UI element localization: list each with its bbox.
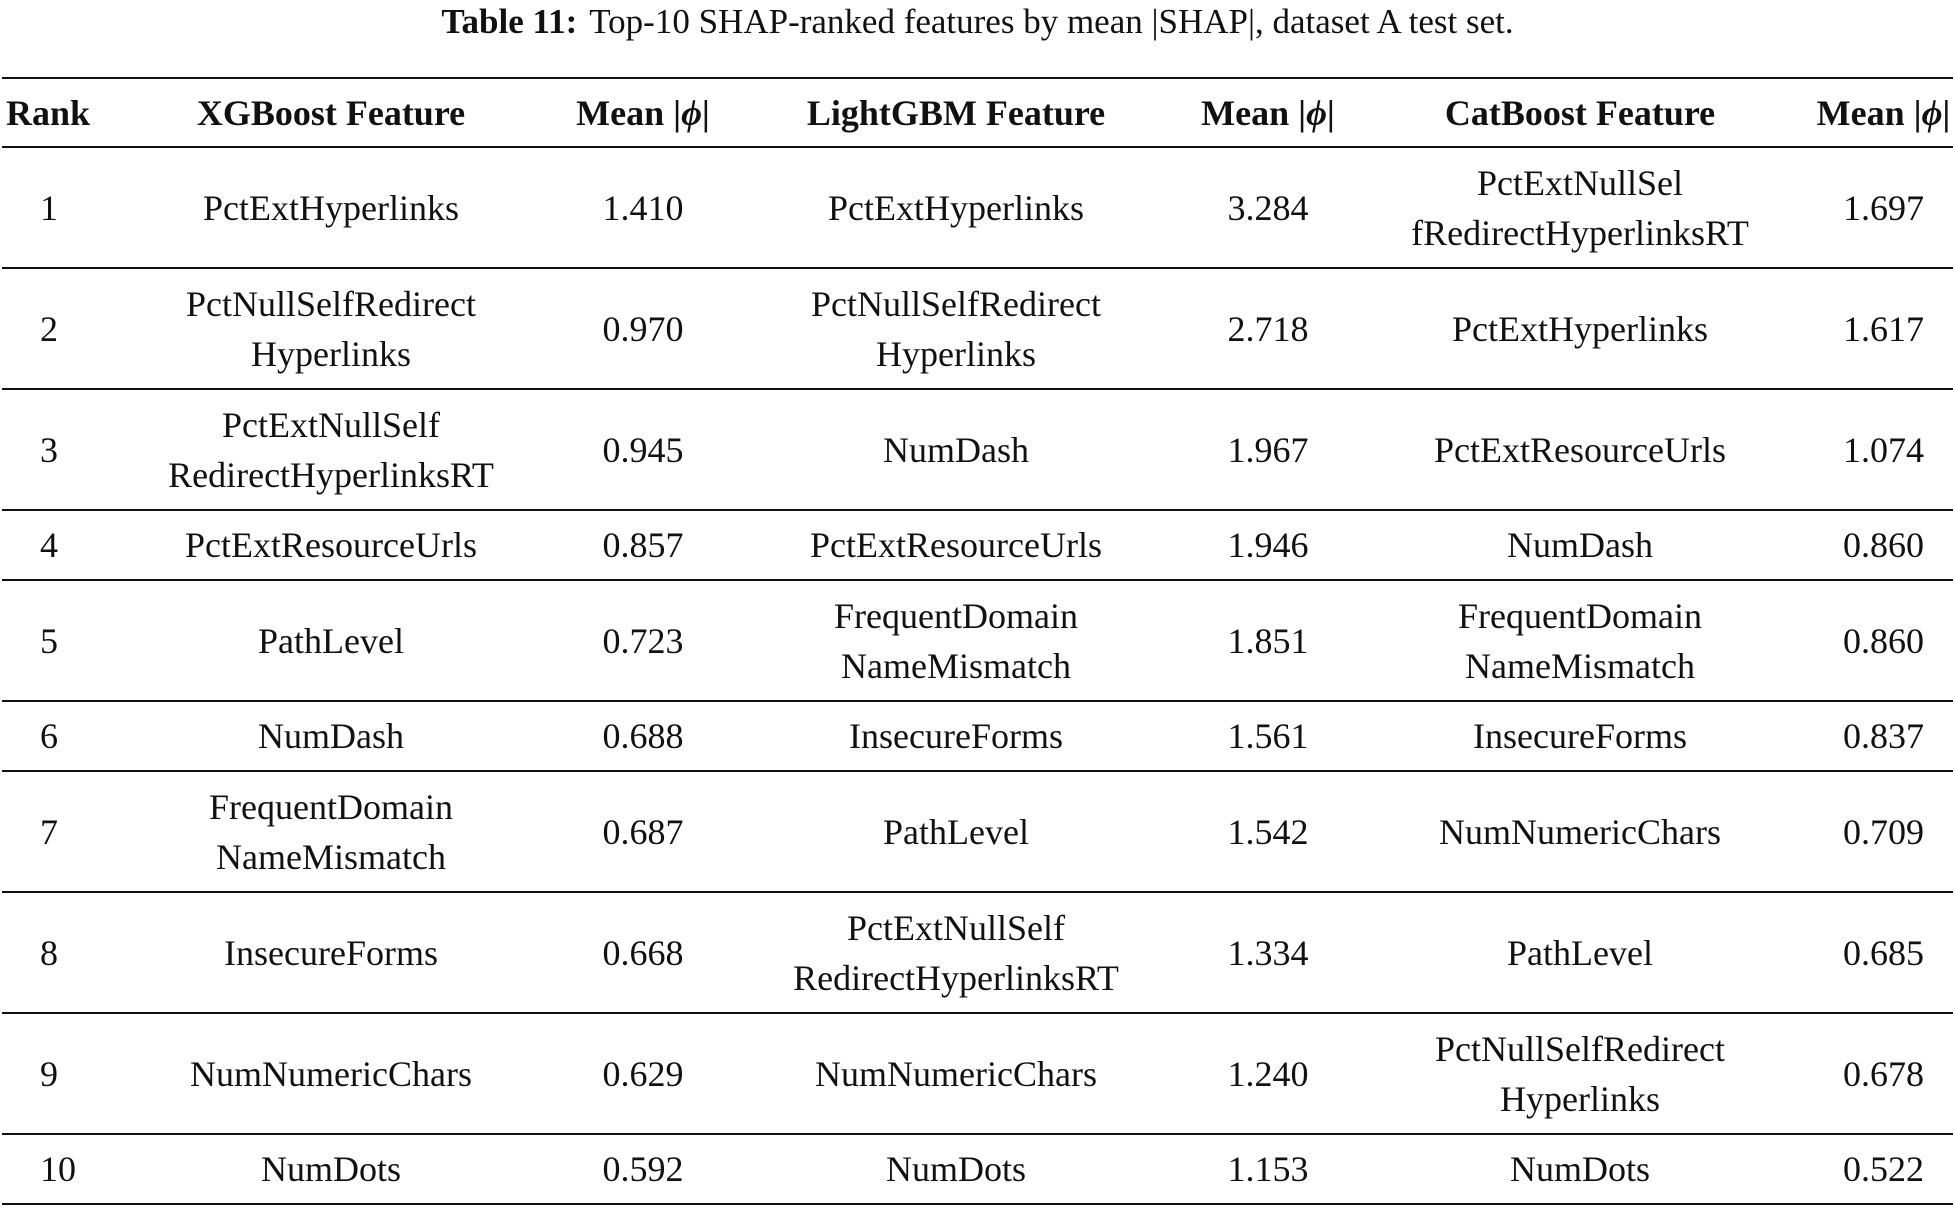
header-xgboost-feature: XGBoost Feature <box>196 92 466 133</box>
feature-name-line: PctNullSelfRedirect <box>186 283 476 324</box>
xgboost-feature-cell <box>98 389 564 510</box>
lightgbm-feature-cell <box>722 701 1190 771</box>
xgboost-feature-cell <box>98 510 564 580</box>
xgboost-feature-cell <box>98 1013 564 1134</box>
feature-name-line: PctExtNullSelf <box>222 404 440 445</box>
table-row <box>2 892 1953 1013</box>
feature-name-line: NumDots <box>885 1149 1026 1189</box>
table-caption <box>2 0 1953 44</box>
lightgbm-mean-cell: 1.967 <box>1227 429 1309 470</box>
feature-name-line: PctExtHyperlinks <box>828 187 1084 228</box>
feature-name-line: RedirectHyperlinksRT <box>793 957 1119 998</box>
catboost-feature-cell <box>1346 1134 1814 1204</box>
lightgbm-feature-cell <box>722 510 1190 580</box>
xgboost-mean-cell: 0.857 <box>602 525 684 565</box>
catboost-mean-cell: 0.860 <box>1843 525 1924 565</box>
catboost-feature-cell <box>1346 510 1814 580</box>
feature-name-line: PctExtNullSelf <box>847 907 1065 948</box>
xgboost-mean-cell: 0.668 <box>602 932 684 973</box>
feature-name-line: PathLevel <box>258 620 404 661</box>
xgboost-mean-cell: 1.410 <box>602 187 684 228</box>
catboost-mean-cell: 0.837 <box>1843 716 1924 756</box>
catboost-feature-cell <box>1346 892 1814 1013</box>
header-rank: Rank <box>6 92 91 133</box>
rank-cell: 3 <box>40 429 58 470</box>
catboost-feature-cell <box>1346 1013 1814 1134</box>
feature-name-line: PctExtNullSel <box>1477 162 1683 203</box>
lightgbm-feature-cell <box>722 892 1190 1013</box>
header-catboost-mean: Mean |ϕ| <box>1816 92 1951 133</box>
lightgbm-feature-cell <box>722 1134 1190 1204</box>
feature-name-line: PctExtResourceUrls <box>810 525 1102 565</box>
feature-name-line: InsecureForms <box>1473 716 1687 756</box>
lightgbm-feature-cell <box>722 268 1190 389</box>
feature-name-line: NumNumericChars <box>190 1053 472 1094</box>
catboost-mean-cell: 0.678 <box>1843 1053 1924 1094</box>
header-catboost-feature: CatBoost Feature <box>1444 92 1716 133</box>
feature-name-line: RedirectHyperlinksRT <box>168 454 494 495</box>
catboost-feature-cell <box>1346 771 1814 892</box>
xgboost-mean-cell: 0.592 <box>602 1149 684 1189</box>
rank-cell: 10 <box>40 1149 76 1189</box>
rank-cell: 1 <box>40 187 58 228</box>
feature-name-line: PctExtHyperlinks <box>1452 308 1708 349</box>
feature-name-line: NameMismatch <box>841 645 1071 686</box>
feature-name-line: NameMismatch <box>216 836 446 877</box>
catboost-mean-cell: 1.074 <box>1843 429 1924 470</box>
feature-name-line: NumDash <box>883 429 1029 470</box>
xgboost-mean-cell: 0.688 <box>602 716 684 756</box>
table-row <box>2 389 1953 510</box>
lightgbm-mean-cell: 1.946 <box>1227 525 1309 565</box>
lightgbm-mean-cell: 1.542 <box>1227 811 1309 852</box>
catboost-mean-cell: 0.685 <box>1843 932 1924 973</box>
lightgbm-mean-cell: 1.561 <box>1227 716 1309 756</box>
catboost-feature-cell <box>1346 147 1814 268</box>
xgboost-mean-cell: 0.629 <box>602 1053 684 1094</box>
feature-name-line: NumDots <box>260 1149 401 1189</box>
catboost-mean-cell: 0.522 <box>1843 1149 1924 1189</box>
catboost-feature-cell <box>1346 389 1814 510</box>
feature-name-line: InsecureForms <box>224 932 438 973</box>
feature-name-line: fRedirectHyperlinksRT <box>1411 212 1749 253</box>
feature-name-line: Hyperlinks <box>876 333 1036 374</box>
feature-name-line: InsecureForms <box>849 716 1063 756</box>
feature-name-line: FrequentDomain <box>834 595 1078 636</box>
feature-name-line: NumNumericChars <box>1439 811 1721 852</box>
table-header-row <box>2 78 1953 147</box>
lightgbm-mean-cell: 1.334 <box>1227 932 1309 973</box>
rank-cell: 7 <box>40 811 58 852</box>
lightgbm-feature-cell <box>722 1013 1190 1134</box>
caption-text: Top-10 SHAP-ranked features by mean |SHAP|, dataset A test set. <box>589 2 1514 41</box>
table-row <box>2 1134 1953 1204</box>
xgboost-mean-cell: 0.723 <box>602 620 684 661</box>
lightgbm-feature-cell <box>722 771 1190 892</box>
header-xgboost-mean: Mean |ϕ| <box>576 92 710 133</box>
feature-name-line: NumDots <box>1509 1149 1650 1189</box>
catboost-mean-cell: 0.860 <box>1843 620 1924 661</box>
feature-name-line: PctExtHyperlinks <box>203 187 459 228</box>
xgboost-feature-cell <box>98 1134 564 1204</box>
lightgbm-mean-cell: 2.718 <box>1227 308 1309 349</box>
feature-name-line: Hyperlinks <box>1500 1078 1660 1119</box>
lightgbm-feature-cell <box>722 580 1190 701</box>
feature-name-line: NumNumericChars <box>815 1053 1097 1094</box>
catboost-feature-cell <box>1346 580 1814 701</box>
catboost-feature-cell <box>1346 268 1814 389</box>
rank-cell: 9 <box>40 1053 58 1094</box>
feature-name-line: PctNullSelfRedirect <box>811 283 1101 324</box>
table-row <box>2 1013 1953 1134</box>
feature-name-line: NameMismatch <box>1465 645 1695 686</box>
feature-name-line: Hyperlinks <box>251 333 411 374</box>
catboost-mean-cell: 1.617 <box>1843 308 1924 349</box>
table-row <box>2 580 1953 701</box>
rank-cell: 2 <box>40 308 58 349</box>
lightgbm-feature-cell <box>722 147 1190 268</box>
header-lightgbm-mean: Mean |ϕ| <box>1201 92 1335 133</box>
rank-cell: 5 <box>40 620 58 661</box>
lightgbm-mean-cell: 3.284 <box>1227 187 1309 228</box>
feature-name-line: PctExtResourceUrls <box>1434 429 1726 470</box>
xgboost-feature-cell <box>98 771 564 892</box>
lightgbm-mean-cell: 1.153 <box>1227 1149 1309 1189</box>
rank-cell: 8 <box>40 932 58 973</box>
feature-name-line: PctExtResourceUrls <box>185 525 477 565</box>
lightgbm-mean-cell: 1.240 <box>1227 1053 1309 1094</box>
xgboost-feature-cell <box>98 701 564 771</box>
caption-label: Table 11: <box>441 2 578 41</box>
xgboost-mean-cell: 0.970 <box>602 308 684 349</box>
catboost-mean-cell: 0.709 <box>1843 811 1924 852</box>
xgboost-mean-cell: 0.687 <box>602 811 684 852</box>
xgboost-feature-cell <box>98 268 564 389</box>
catboost-mean-cell: 1.697 <box>1843 187 1924 228</box>
table-row <box>2 268 1953 389</box>
feature-name-line: PathLevel <box>1507 932 1653 973</box>
table-row <box>2 147 1953 268</box>
rank-cell: 6 <box>40 716 58 756</box>
shap-features-table <box>2 77 1953 1205</box>
xgboost-feature-cell <box>98 580 564 701</box>
feature-name-line: PctNullSelfRedirect <box>1435 1028 1725 1069</box>
xgboost-feature-cell <box>98 892 564 1013</box>
lightgbm-feature-cell <box>722 389 1190 510</box>
feature-name-line: FrequentDomain <box>1458 595 1702 636</box>
rank-cell: 4 <box>40 525 58 565</box>
xgboost-feature-cell <box>98 147 564 268</box>
feature-name-line: FrequentDomain <box>209 786 453 827</box>
feature-name-line: NumDash <box>258 716 404 756</box>
xgboost-mean-cell: 0.945 <box>602 429 684 470</box>
catboost-feature-cell <box>1346 701 1814 771</box>
feature-name-line: PathLevel <box>883 811 1029 852</box>
lightgbm-mean-cell: 1.851 <box>1227 620 1309 661</box>
table-body <box>2 147 1953 1204</box>
table-row <box>2 701 1953 771</box>
table-row <box>2 771 1953 892</box>
header-lightgbm-feature: LightGBM Feature <box>806 92 1106 133</box>
feature-name-line: NumDash <box>1507 525 1653 565</box>
table-row <box>2 510 1953 580</box>
